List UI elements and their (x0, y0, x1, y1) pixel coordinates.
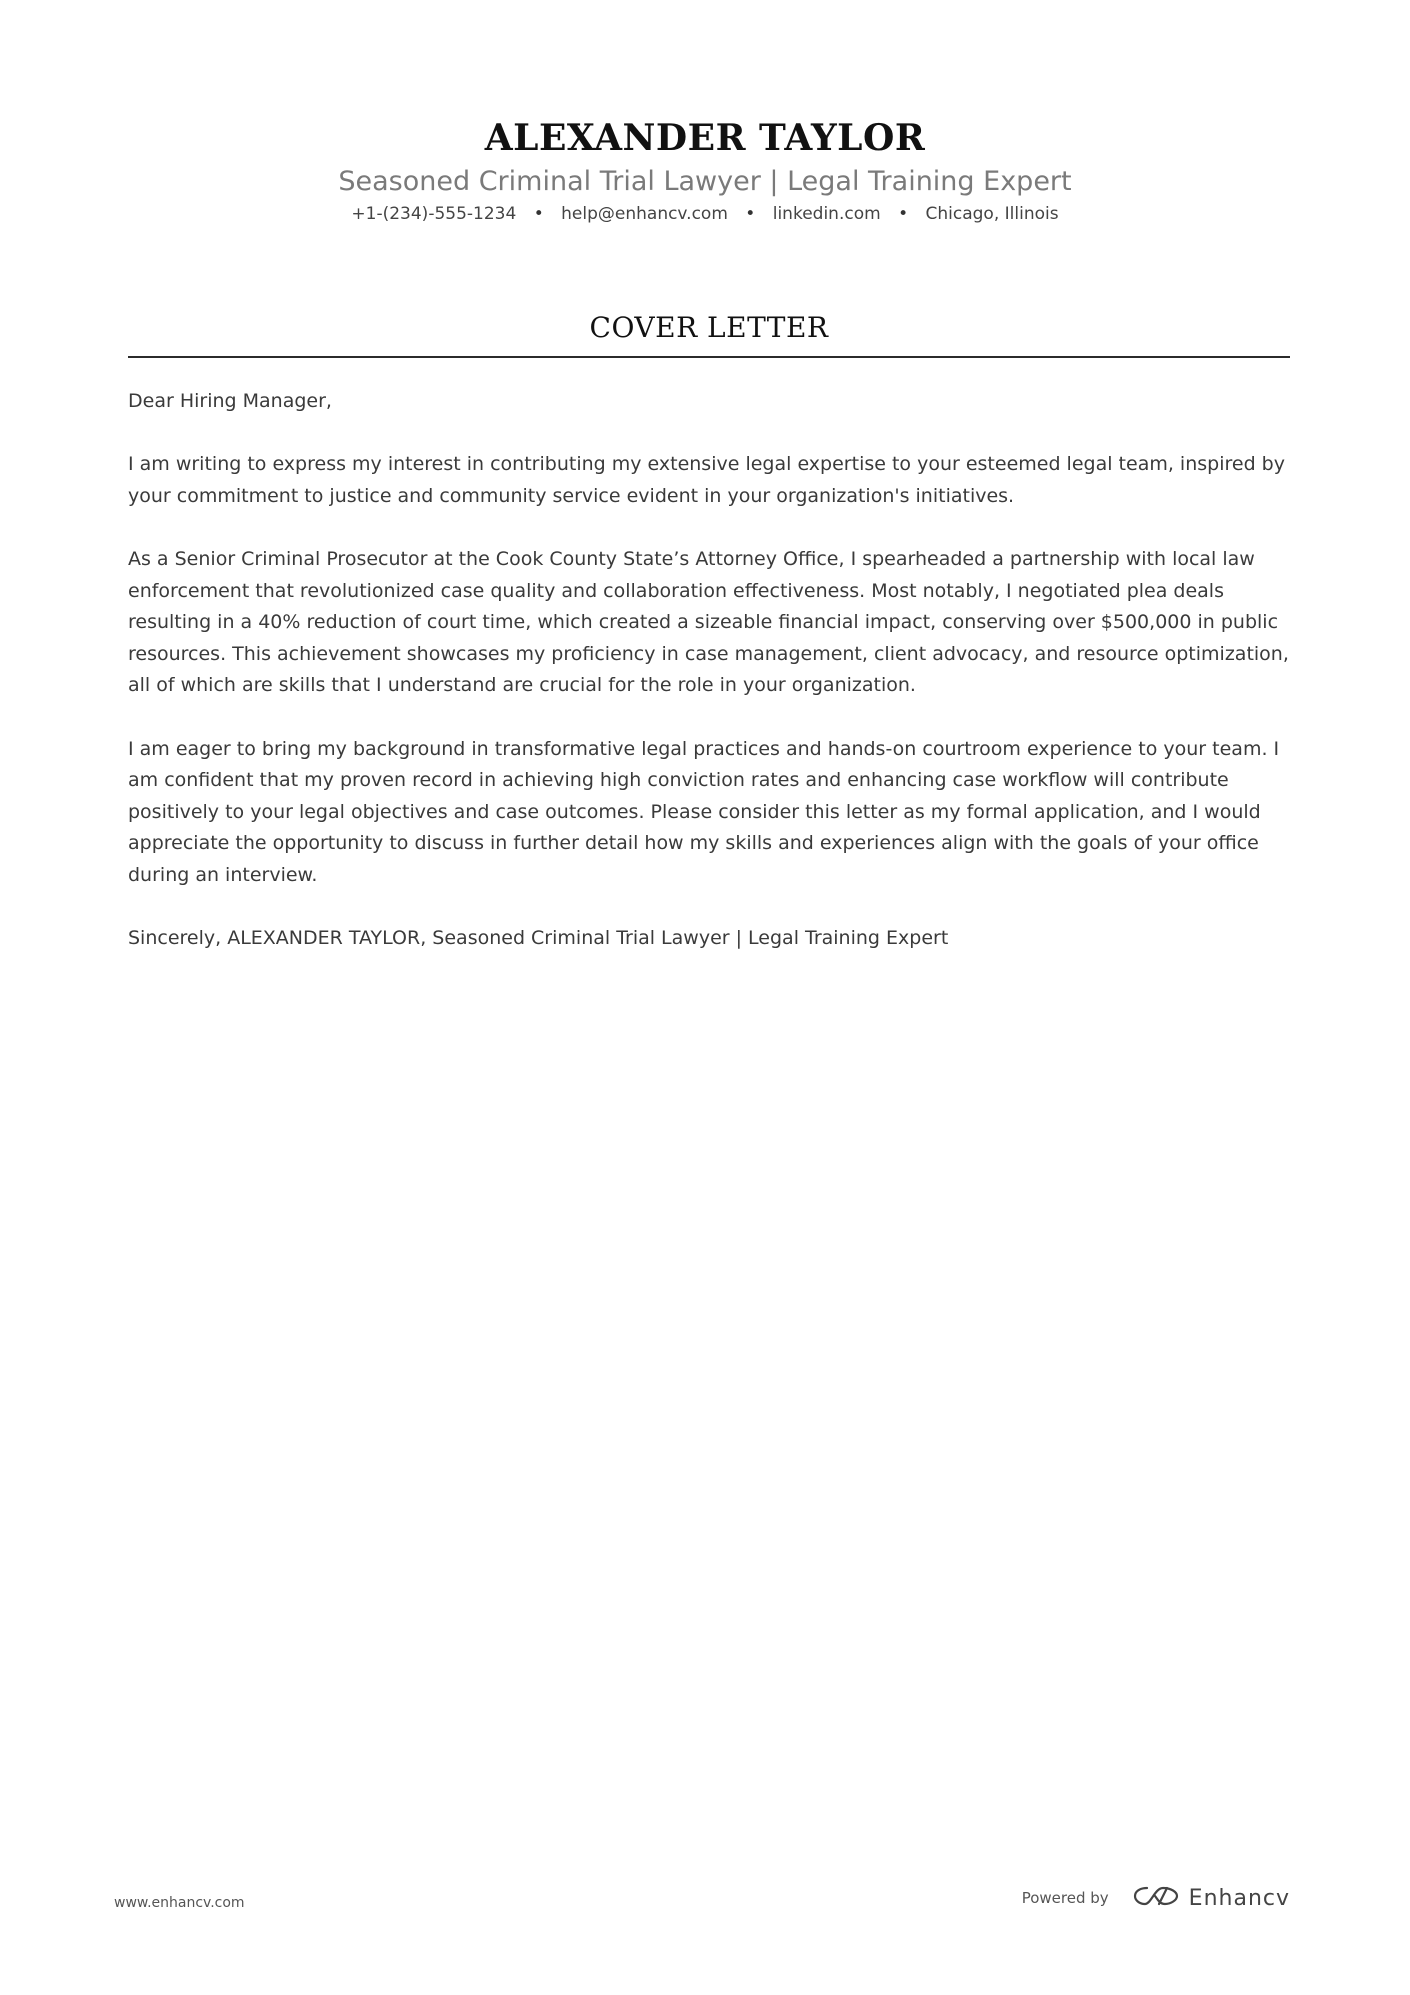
email-text: help@enhancv.com (561, 204, 728, 224)
letter-paragraph: As a Senior Criminal Prosecutor at the Cook County State’s Attorney Office, I spearheaded a partnership with local law enforcement that revolutionized case quality and collaboration effectiveness. Most notably, I negotiated plea deals resulting in a 40% reduction of court time, which created a sizeable financial impact, conserving over $500,000 in public resources. This achievement showcases my proficiency in case management, client advocacy, and resource optimization, all of which are skills that I understand are crucial for the role in your organization. (128, 547, 1289, 697)
brand-logo (1133, 1884, 1290, 1912)
bullet-separator: • (745, 204, 756, 224)
section-heading: COVER LETTER (589, 311, 829, 344)
contact-info-row (0, 202, 1410, 226)
linkedin-text: linkedin.com (772, 204, 881, 224)
candidate-title: Seasoned Criminal Trial Lawyer | Legal Training Expert (338, 166, 1072, 197)
candidate-name: ALEXANDER TAYLOR (484, 117, 926, 159)
bullet-separator: • (898, 204, 909, 224)
location-text: Chicago, Illinois (925, 204, 1059, 224)
brand-name: Enhancv (1188, 1885, 1290, 1911)
section-divider (128, 356, 1290, 358)
powered-by-label: Powered by (1021, 1889, 1109, 1907)
letter-paragraph: I am writing to express my interest in contributing my extensive legal expertise to your esteemed legal team, inspired by your commitment to justice and community service evident in your organization's initiatives. (128, 453, 1285, 507)
enhancv-logo-icon (1133, 1884, 1179, 1912)
letter-closing: Sincerely, ALEXANDER TAYLOR, Seasoned Criminal Trial Lawyer | Legal Training Expert (128, 927, 949, 950)
letter-greeting: Dear Hiring Manager, (128, 390, 332, 412)
letter-paragraph: I am eager to bring my background in transformative legal practices and hands-on courtroom experience to your team. I am confident that my proven record in achieving high conviction rates and enhancing case workflow will contribute positively to your legal objectives and case outcomes. Please consider this letter as my formal application, and I would appreciate the opportunity to discuss in further detail how my skills and experiences align with the goals of your office during an interview. (128, 737, 1280, 886)
bullet-separator: • (533, 204, 544, 224)
letter-body (128, 386, 1290, 986)
footer-branding (1022, 1884, 1290, 1912)
footer-website: www.enhancv.com (114, 1895, 245, 1911)
letter-header (0, 112, 1410, 226)
phone-text: +1-(234)-555-1234 (351, 204, 517, 224)
